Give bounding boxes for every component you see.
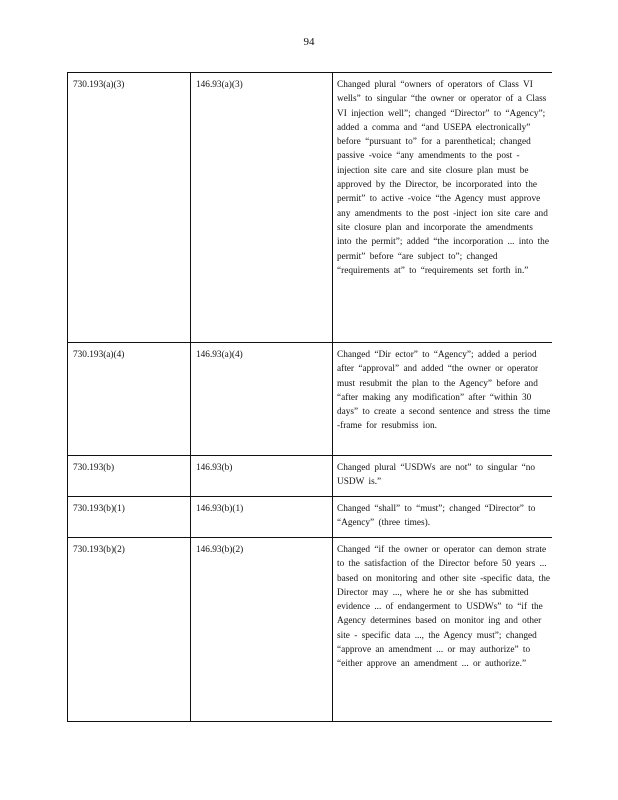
table-row [68, 456, 552, 497]
federal-section-cell: 146.93(a)(4) [191, 343, 333, 456]
federal-section-cell: 146.93(b)(1) [191, 497, 333, 538]
change-description-cell: Changed plural “USDWs are not” to singular “no USDW is.” [333, 456, 552, 497]
federal-section-cell: 146.93(b) [191, 456, 333, 497]
change-description-cell: Changed plural “owners of operators of Class VI wells” to singular “the owner or operator of a Class VI injection well”; changed “Director” to “Agency”; added a comma and “and USEPA electronically” before “pursuant to” for a parenthetical; changed passive -voice “any amendments to the post -injection site care and site closure plan must be approved by the Director, be incorporated into the permit” to active -voice “the Agency must approve any amendments to the post -inject ion site care and site closure plan and incorporate the amendments into the permit”; added “the incorporation ... into the permit” before “are subject to”; changed “requirements at” to “requirements set forth in.” [333, 73, 552, 343]
state-section-cell: 730.193(b)(1) [68, 497, 191, 538]
state-section-cell: 730.193(a)(3) [68, 73, 191, 343]
comparison-table [67, 72, 552, 722]
table-row [68, 538, 552, 722]
change-description-cell: Changed “shall” to “must”; changed “Director” to “Agency” (three times). [333, 497, 552, 538]
page-number: 94 [303, 36, 315, 48]
table-row [68, 73, 552, 343]
state-section-cell: 730.193(a)(4) [68, 343, 191, 456]
state-section-cell: 730.193(b)(2) [68, 538, 191, 722]
state-section-cell: 730.193(b) [68, 456, 191, 497]
table-row [68, 497, 552, 538]
change-description-cell: Changed “if the owner or operator can demon strate to the satisfaction of the Director before 50 years ... based on monitoring and other site -specific data, the Director may ..., where he or she has submitted evidence ... of endangerment to USDWs” to “if the Agency determines based on monitor ing and other site - specific data ..., the Agency must”; changed “approve an amendment ... or may authorize” to “either approve an amendment ... or authorize.” [333, 538, 552, 722]
federal-section-cell: 146.93(a)(3) [191, 73, 333, 343]
table-row [68, 343, 552, 456]
change-description-cell: Changed “Dir ector” to “Agency”; added a period after “approval” and added “the owner or operator must resubmit the plan to the Agency” before and “after making any modification” after “within 30 days” to create a second sentence and stress the time -frame for resubmiss ion. [333, 343, 552, 456]
federal-section-cell: 146.93(b)(2) [191, 538, 333, 722]
